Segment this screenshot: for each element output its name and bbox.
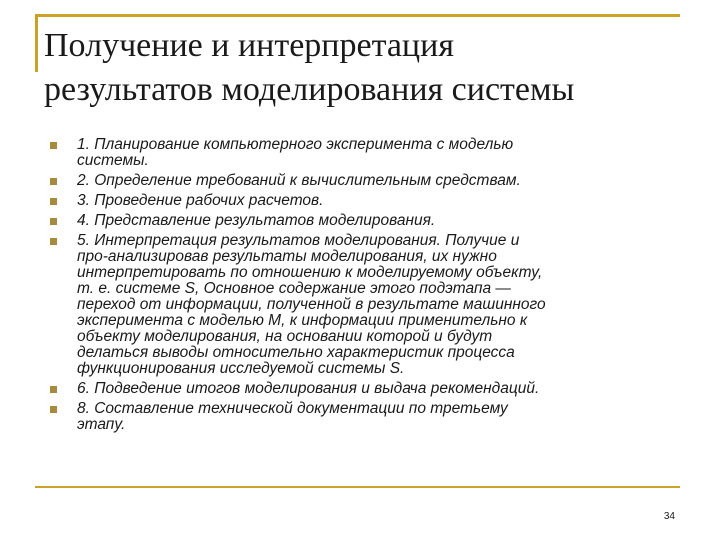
square-bullet-icon: [50, 198, 57, 205]
bullet-text-line: т. е. системе S, Основное содержание этого подэтапа —: [77, 280, 511, 297]
bullet-text-line: 6. Подведение итогов моделирования и выдача рекомендаций.: [77, 380, 540, 397]
bullet-item: [50, 401, 640, 433]
bullet-item: [50, 137, 640, 169]
bullet-text-line: функционирования исследуемой системы S.: [77, 360, 405, 377]
bullet-text-line: 5. Интерпретация результатов моделирования. Получие и: [77, 232, 520, 249]
bullet-text-line: 2. Определение требований к вычислительным средствам.: [77, 172, 521, 189]
title-frame-top-border: [35, 14, 680, 17]
bullet-text-line: 1. Планирование компьютерного эксперимента с моделью: [77, 136, 514, 153]
bullet-text-line: 4. Представление результатов моделирования.: [77, 212, 436, 229]
bullet-item: [50, 233, 640, 377]
bullet-item: [50, 381, 640, 397]
title-frame-left-border: [35, 14, 38, 72]
slide-title-line-2: результатов моделирования системы: [44, 71, 575, 108]
slide-number: 34: [663, 511, 675, 522]
bullet-text-line: системы.: [77, 152, 149, 169]
bullet-text-line: делаться выводы относительно характеристик процесса: [77, 344, 515, 361]
footer-divider: [35, 486, 680, 488]
square-bullet-icon: [50, 178, 57, 185]
bullet-item: [50, 193, 640, 209]
bullet-item: [50, 213, 640, 229]
square-bullet-icon: [50, 238, 57, 245]
square-bullet-icon: [50, 386, 57, 393]
slide-title: [44, 24, 684, 112]
square-bullet-icon: [50, 142, 57, 149]
bullet-text-line: про-анализировав результаты моделирования, их нужно: [77, 248, 497, 265]
square-bullet-icon: [50, 406, 57, 413]
bullet-item: [50, 173, 640, 189]
bullet-list: [50, 137, 640, 437]
bullet-text-line: переход от информации, полученной в результате машинного: [77, 296, 546, 313]
bullet-text-line: объекту моделирования, на основании которой и будут: [77, 328, 493, 345]
square-bullet-icon: [50, 218, 57, 225]
bullet-text-line: интерпретировать по отношению к моделируемому объекту,: [77, 264, 543, 281]
bullet-text-line: эксперимента с моделью М, к информации применительно к: [77, 312, 528, 329]
bullet-text-line: этапу.: [77, 416, 126, 433]
bullet-text-line: 3. Проведение рабочих расчетов.: [77, 192, 324, 209]
bullet-text-line: 8. Составление технической документации по третьему: [77, 400, 508, 417]
slide-title-line-1: Получение и интерпретация: [44, 27, 454, 64]
